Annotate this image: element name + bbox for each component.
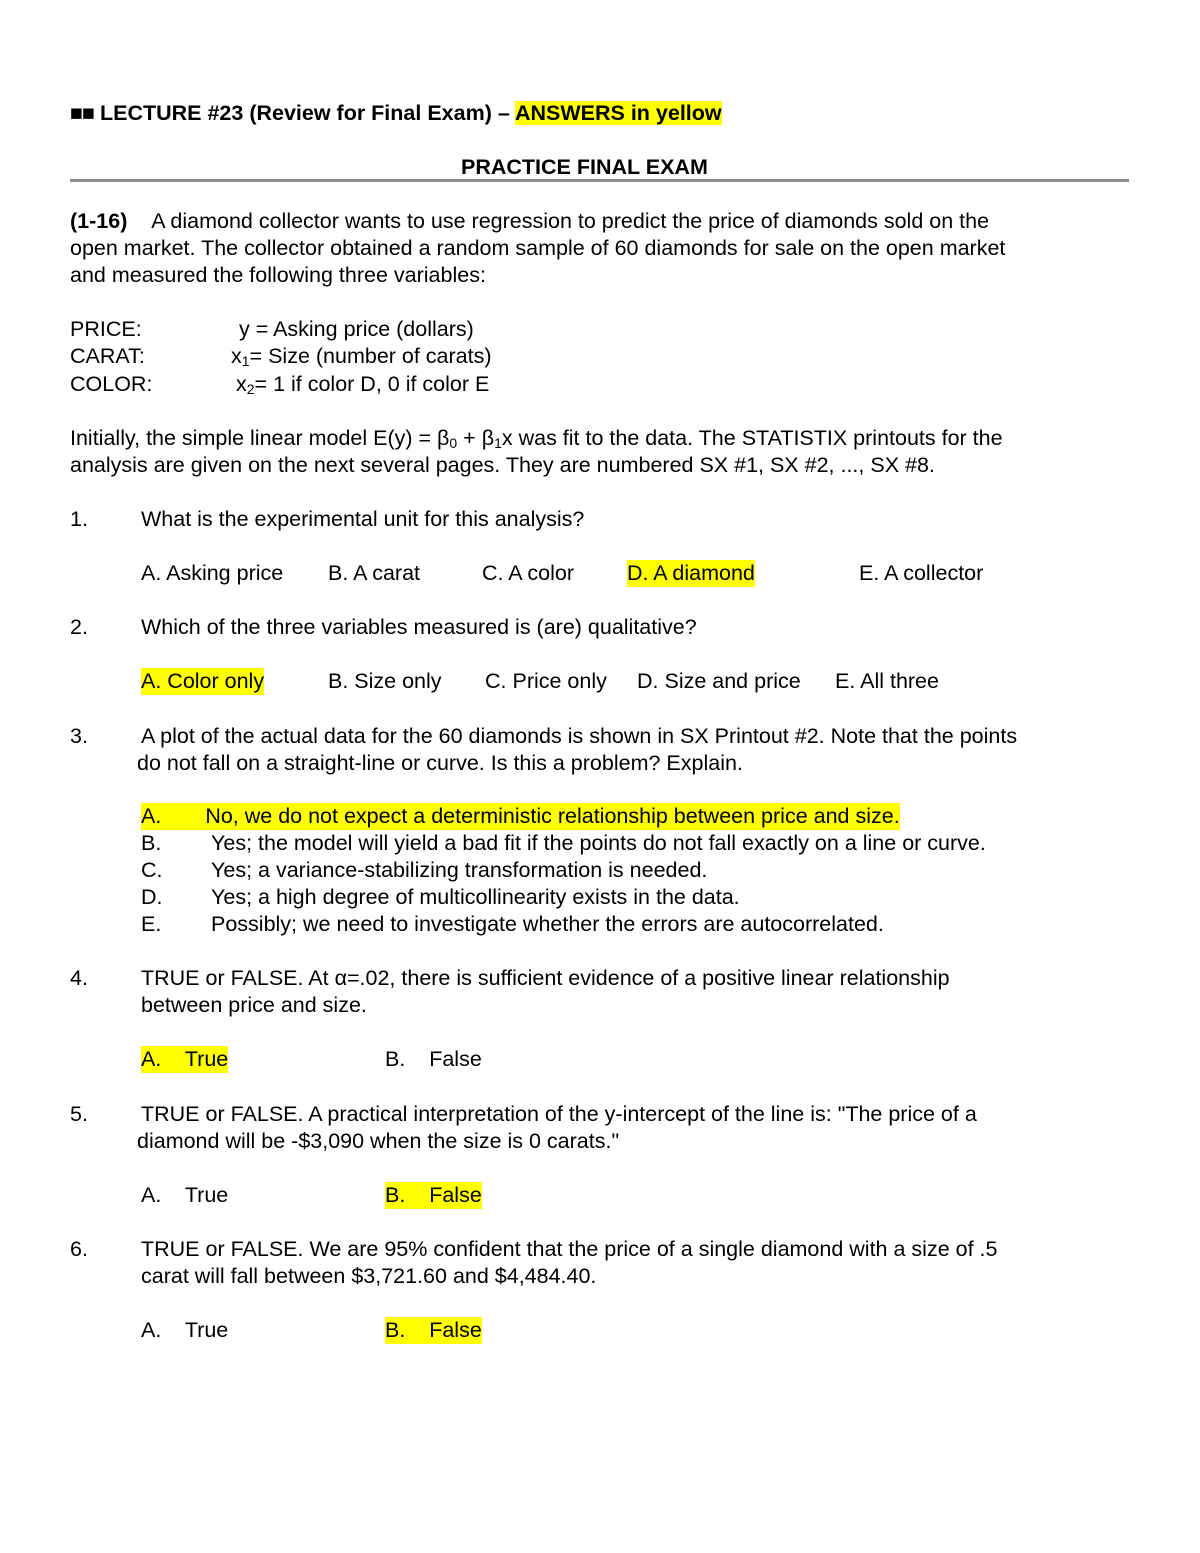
q6-option-b-answer: B. False: [385, 1318, 482, 1342]
question-4-line-2: between price and size.: [141, 993, 367, 1017]
q2-option-e: E. All three: [835, 669, 939, 693]
variable-name-carat: CARAT:: [70, 344, 145, 368]
question-range: (1-16): [70, 209, 128, 233]
question-number: 1.: [70, 507, 88, 531]
question-6-line-1: TRUE or FALSE. We are 95% confident that the price of a single diamond with a size of .5: [141, 1237, 998, 1261]
question-3-line-2: do not fall on a straight-line or curve. Is this a problem? Explain.: [137, 751, 743, 775]
q3-option-b-text: Yes; the model will yield a bad fit if the points do not fall exactly on a line or curve.: [211, 831, 986, 855]
question-5-line-1: TRUE or FALSE. A practical interpretation of the y-intercept of the line is: "The price of a: [141, 1102, 977, 1126]
title-divider: [70, 179, 1129, 182]
intro-line-1: (1-16) A diamond collector wants to use regression to predict the price of diamonds sold on the: [70, 209, 990, 233]
q5-option-a: A. True: [141, 1183, 229, 1207]
q3-option-d-letter: D.: [141, 885, 163, 909]
q2-option-a-answer: A. Color only: [141, 669, 265, 693]
q3-option-c-text: Yes; a variance-stabilizing transformation is needed.: [211, 858, 708, 882]
question-2-text: Which of the three variables measured is (are) qualitative?: [141, 615, 697, 639]
variable-desc-price: y = Asking price (dollars): [239, 317, 474, 341]
q3-option-e-text: Possibly; we need to investigate whether the errors are autocorrelated.: [211, 912, 884, 936]
q2-option-c: C. Price only: [485, 669, 607, 693]
question-6-line-2: carat will fall between $3,721.60 and $4,484.40.: [141, 1264, 597, 1288]
lecture-title: LECTURE #23 (Review for Final Exam) –: [99, 101, 510, 125]
intro-line-3: and measured the following three variables:: [70, 263, 486, 287]
question-4-line-1: TRUE or FALSE. At α=.02, there is sufficient evidence of a positive linear relationship: [141, 966, 950, 990]
variable-name-color: COLOR:: [70, 372, 153, 396]
variable-name-price: PRICE:: [70, 317, 142, 341]
q5-option-b-answer: B. False: [385, 1183, 482, 1207]
q3-option-b-letter: B.: [141, 831, 162, 855]
answers-note: ANSWERS in yellow: [514, 101, 722, 125]
q1-option-a: A. Asking price: [141, 561, 284, 585]
q2-option-b: B. Size only: [328, 669, 442, 693]
q6-option-a: A. True: [141, 1318, 229, 1342]
q1-option-c: C. A color: [482, 561, 575, 585]
question-number: 6.: [70, 1237, 88, 1261]
question-number: 5.: [70, 1102, 88, 1126]
question-number: 2.: [70, 615, 88, 639]
q1-option-d-answer: D. A diamond: [627, 561, 755, 585]
q3-option-e-letter: E.: [141, 912, 162, 936]
variable-desc-color: $x_2= 1$ if color D, 0 if color E: [236, 372, 490, 397]
question-5-line-2: diamond will be -$3,090 when the size is 0 carats.": [137, 1129, 620, 1153]
page-title: PRACTICE FINAL EXAM: [461, 155, 708, 179]
question-number: 3.: [70, 724, 88, 748]
intro-line-2: open market. The collector obtained a random sample of 60 diamonds for sale on the open market: [70, 236, 1006, 260]
variable-desc-carat: $x_1=$ Size (number of carats): [231, 344, 492, 369]
q4-option-b: B. False: [385, 1047, 482, 1071]
q3-option-c-letter: C.: [141, 858, 163, 882]
q3-option-a-answer: A. No, we do not expect a deterministic relationship between price and size.: [141, 804, 900, 828]
bullet-squares: ■■: [70, 101, 94, 125]
q1-option-b: B. A carat: [328, 561, 421, 585]
question-1-text: What is the experimental unit for this analysis?: [141, 507, 585, 531]
lecture-header: [70, 100, 722, 127]
model-line-1: Initially, the simple linear model $E(y) = \beta_0 + \beta_1x$ was fit to the data. The STATISTIX printouts for the: [70, 426, 1003, 451]
q1-option-e: E. A collector: [859, 561, 984, 585]
q2-option-d: D. Size and price: [637, 669, 801, 693]
question-number: 4.: [70, 966, 88, 990]
q4-option-a-answer: A. True: [141, 1047, 229, 1071]
model-line-2: analysis are given on the next several pages. They are numbered SX #1, SX #2, ..., SX #8.: [70, 453, 935, 477]
q3-option-d-text: Yes; a high degree of multicollinearity exists in the data.: [211, 885, 740, 909]
question-3-line-1: A plot of the actual data for the 60 diamonds is shown in SX Printout #2. Note that the points: [141, 724, 1018, 748]
